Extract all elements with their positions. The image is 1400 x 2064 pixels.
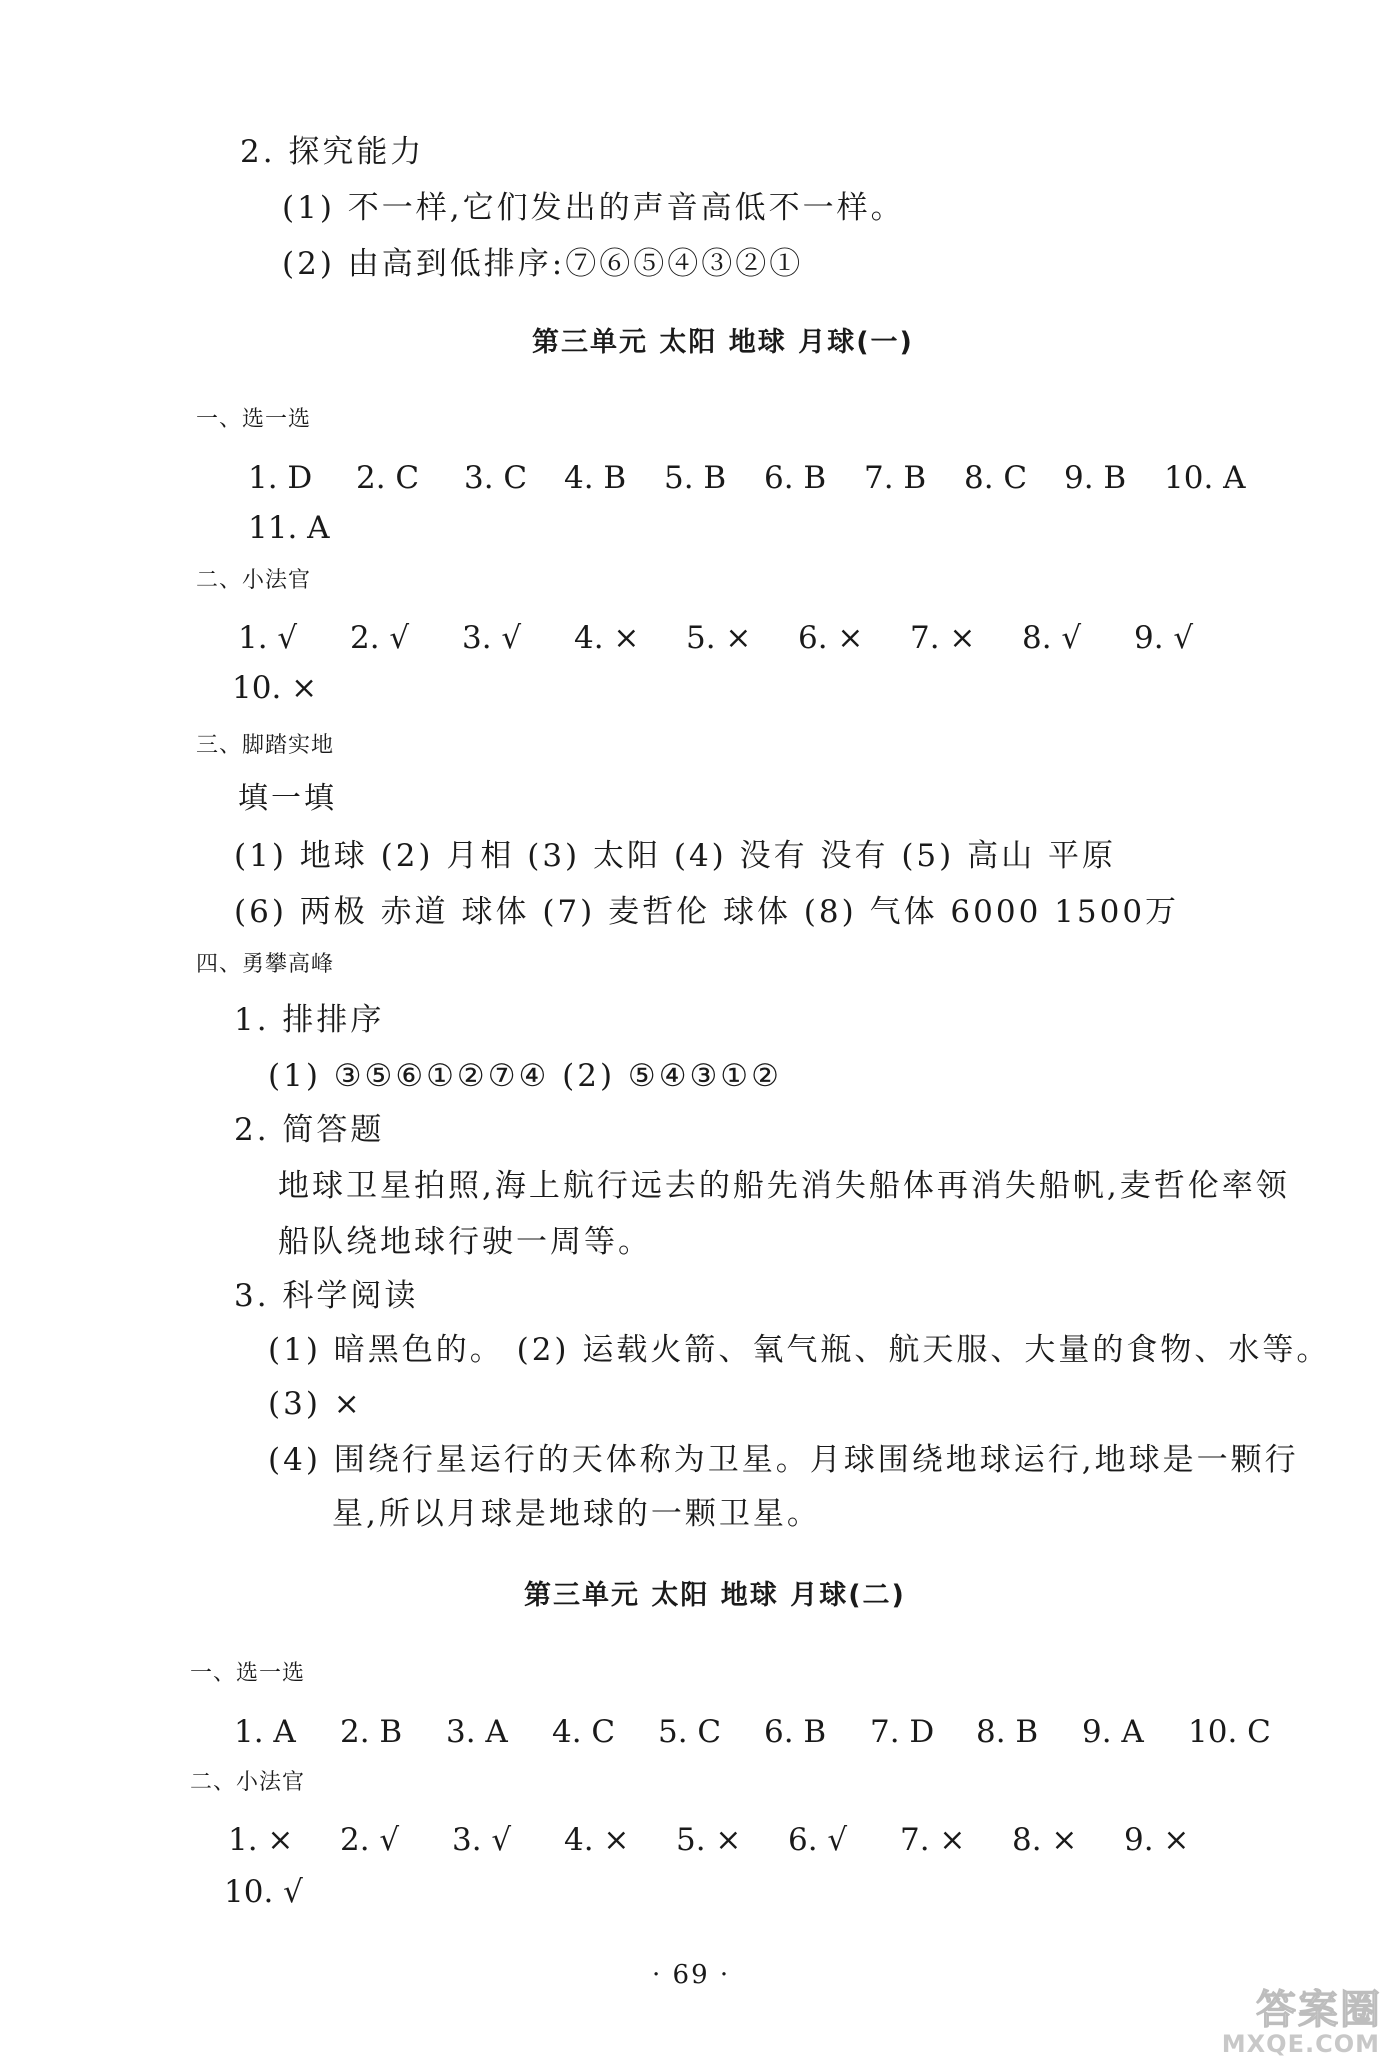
- watermark-logo-text: 答案圈: [1256, 1987, 1382, 2033]
- unit1-practice-sub: 填一填: [238, 781, 337, 816]
- unit1-practice-line-1: (1) 地球 (2) 月相 (3) 太阳 (4) 没有 没有 (5) 高山 平原: [234, 838, 1116, 874]
- ability-heading: 2. 探究能力: [240, 134, 425, 170]
- challenge-sort-heading: 1. 排排序: [234, 1002, 385, 1038]
- answer-item: 10. √: [224, 1874, 303, 1910]
- answer-item: 1. A: [234, 1714, 296, 1750]
- answer-item: 4. ×: [564, 1822, 630, 1858]
- answer-item: 9. A: [1082, 1714, 1144, 1750]
- answer-item: 4. C: [552, 1714, 616, 1750]
- unit2-judge-row-1: [228, 1820, 1189, 1860]
- unit1-judge-row-2: [232, 668, 317, 708]
- answer-item: 6. B: [764, 1714, 827, 1750]
- unit1-judge-row-1: [238, 618, 1193, 658]
- unit1-choose-row-1: [248, 458, 1246, 498]
- unit2-section-judge: 二、小法官: [190, 1770, 306, 1795]
- answer-item: 5. ×: [686, 620, 752, 656]
- challenge-sort-answer: (1) ③⑤⑥①②⑦④ (2) ⑤④③①②: [268, 1058, 782, 1094]
- unit2-choose-row-1: [234, 1712, 1271, 1752]
- answer-item: 8. C: [964, 460, 1028, 496]
- answer-item: 5. B: [664, 460, 727, 496]
- challenge-short-heading: 2. 简答题: [234, 1112, 385, 1148]
- answer-item: 1. √: [238, 620, 298, 656]
- ability-answer-1: (1) 不一样,它们发出的声音高低不一样。: [282, 190, 905, 226]
- unit1-section-practice: 三、脚踏实地: [196, 733, 335, 758]
- answer-item: 8. B: [976, 1714, 1039, 1750]
- answer-item: 4. B: [564, 460, 627, 496]
- reading-answer-4: 星,所以月球是地球的一颗卫星。: [332, 1496, 821, 1532]
- answer-item: 6. √: [788, 1822, 848, 1858]
- answer-item: 2. C: [356, 460, 420, 496]
- answer-item: 10. C: [1188, 1714, 1271, 1750]
- unit1-section-challenge: 四、勇攀高峰: [196, 952, 335, 977]
- answer-item: 8. ×: [1012, 1822, 1078, 1858]
- challenge-short-answer-1: 地球卫星拍照,海上航行远去的船先消失船体再消失船帆,麦哲伦率领: [278, 1168, 1290, 1204]
- unit1-section-choose: 一、选一选: [196, 407, 312, 432]
- unit1-practice-line-2: (6) 两极 赤道 球体 (7) 麦哲伦 球体 (8) 气体 6000 1500万: [234, 894, 1180, 930]
- answer-item: 3. √: [452, 1822, 512, 1858]
- challenge-short-answer-2: 船队绕地球行驶一周等。: [278, 1224, 652, 1260]
- unit1-title: 第三单元 太阳 地球 月球(一): [532, 327, 914, 358]
- reading-answer-3: (4) 围绕行星运行的天体称为卫星。月球围绕地球运行,地球是一颗行: [268, 1442, 1299, 1478]
- answer-item: 7. ×: [910, 620, 976, 656]
- answer-item: 9. ×: [1124, 1822, 1190, 1858]
- answer-item: 5. ×: [676, 1822, 742, 1858]
- answer-item: 6. ×: [798, 620, 864, 656]
- answer-item: 4. ×: [574, 620, 640, 656]
- answer-item: 7. D: [870, 1714, 935, 1750]
- answer-item: 7. B: [864, 460, 927, 496]
- answer-item: 10. ×: [232, 670, 318, 706]
- ability-answer-2: (2) 由高到低排序:⑦⑥⑤④③②①: [282, 246, 804, 282]
- reading-answer-2: (3) ×: [268, 1386, 363, 1422]
- reading-answer-1: (1) 暗黑色的。 (2) 运载火箭、氧气瓶、航天服、大量的食物、水等。: [268, 1332, 1331, 1368]
- site-watermark: [1160, 1978, 1390, 2058]
- unit1-section-judge: 二、小法官: [196, 568, 312, 593]
- unit2-judge-row-2: [224, 1872, 303, 1912]
- answer-item: 10. A: [1164, 460, 1246, 496]
- unit1-choose-row-2: [248, 508, 330, 548]
- answer-item: 2. B: [340, 1714, 403, 1750]
- answer-item: 6. B: [764, 460, 827, 496]
- answer-item: 9. B: [1064, 460, 1127, 496]
- answer-item: 1. ×: [228, 1822, 294, 1858]
- answer-item: 3. A: [446, 1714, 508, 1750]
- answer-item: 2. √: [350, 620, 410, 656]
- answer-item: 8. √: [1022, 620, 1082, 656]
- answer-item: 3. C: [464, 460, 528, 496]
- answer-item: 3. √: [462, 620, 522, 656]
- answer-item: 11. A: [248, 510, 330, 546]
- answer-item: 5. C: [658, 1714, 722, 1750]
- challenge-reading-heading: 3. 科学阅读: [234, 1278, 419, 1314]
- answer-item: 2. √: [340, 1822, 400, 1858]
- page-number: · 69 ·: [652, 1960, 731, 1990]
- answer-item: 1. D: [248, 460, 313, 496]
- answer-item: 9. √: [1134, 620, 1194, 656]
- unit2-title: 第三单元 太阳 地球 月球(二): [524, 1580, 906, 1611]
- answer-item: 7. ×: [900, 1822, 966, 1858]
- watermark-site: MXQE.COM: [1221, 2030, 1380, 2058]
- unit2-section-choose: 一、选一选: [190, 1661, 306, 1686]
